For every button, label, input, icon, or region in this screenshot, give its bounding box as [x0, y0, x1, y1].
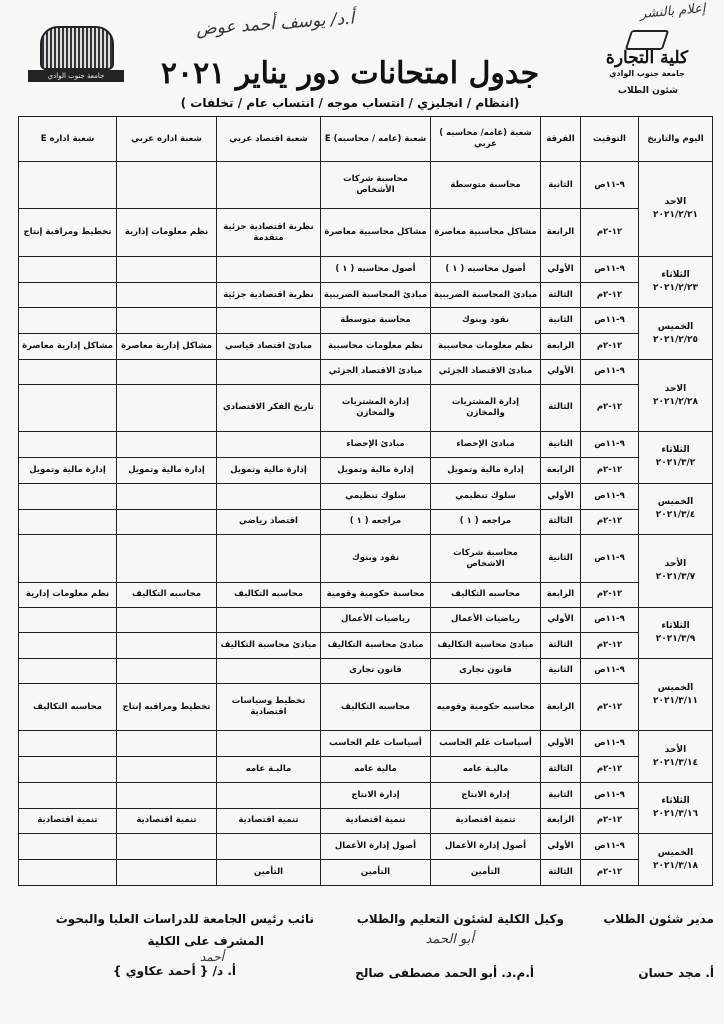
page-subtitle: (انتظام / انجليزي / انتساب موجه / انتساب عام / تخلفات ): [180, 96, 520, 110]
time-cell: ١٢-٢م: [581, 509, 639, 535]
day-date-cell: [639, 607, 713, 659]
day-date-cell: [639, 483, 713, 535]
subject-cell-c1: محاسبة شركات الاشخاص: [431, 535, 541, 582]
level-cell: الثالثة: [541, 509, 581, 535]
subject-cell-c5: [19, 659, 117, 684]
faculty-logo: [588, 30, 706, 110]
subject-cell-c5: [19, 483, 117, 509]
page-title: جدول امتحانات دور يناير ٢٠٢١: [160, 56, 540, 91]
subject-cell-c4: [117, 782, 217, 808]
subject-cell-c1: مبادئ محاسبة التكاليف: [431, 633, 541, 659]
subject-cell-c4: [117, 432, 217, 458]
level-cell: الأولي: [541, 834, 581, 860]
level-cell: الثانية: [541, 432, 581, 458]
subject-cell-c4: مشاكل إدارية معاصرة: [117, 334, 217, 360]
subject-cell-c2: محاسبة حكومية وقومية: [321, 582, 431, 607]
table-header-row: [19, 117, 713, 162]
day-name: الأحد: [664, 744, 687, 755]
subject-cell-c2: إدارة الانتاج: [321, 782, 431, 808]
subject-cell-c2: مبادئ محاسبة التكاليف: [321, 633, 431, 659]
exam-date: ٢٠٢١/٢/٢١: [652, 209, 699, 220]
signature-supervisor: أحمد: [200, 950, 224, 964]
role-vice-dean: وكيل الكلية لشئون التعليم والطلاب: [356, 912, 564, 926]
exam-date: ٢٠٢١/٣/١٤: [652, 757, 699, 768]
subject-cell-c3: إدارة مالية وتمويل: [217, 457, 321, 483]
header-c1: شعبة (عامه/ محاسبه ) عربي: [431, 117, 541, 162]
subject-cell-c3: [217, 162, 321, 209]
subject-cell-c1: التأمين: [431, 860, 541, 886]
table-row: [19, 731, 713, 757]
level-cell: الأولي: [541, 731, 581, 757]
exam-date: ٢٠٢١/٣/١٦: [652, 809, 699, 820]
subject-cell-c3: [217, 308, 321, 334]
subject-cell-c1: أصول إدارة الأعمال: [431, 834, 541, 860]
subject-cell-c1: رياضيات الأعمال: [431, 607, 541, 633]
subject-cell-c3: [217, 483, 321, 509]
subject-cell-c4: [117, 384, 217, 431]
table-row: [19, 308, 713, 334]
subject-cell-c1: أصول محاسبه ( ١ ): [431, 256, 541, 282]
day-date-cell: [639, 782, 713, 834]
subject-cell-c2: أسياسات علم الحاسب: [321, 731, 431, 757]
subject-cell-c5: [19, 360, 117, 385]
table-row: [19, 256, 713, 282]
table-row: [19, 582, 713, 607]
subject-cell-c5: [19, 834, 117, 860]
time-cell: ١٢-٢م: [581, 860, 639, 886]
exam-date: ٢٠٢١/٣/٢: [655, 458, 696, 469]
subject-cell-c1: إدارة الانتاج: [431, 782, 541, 808]
subject-cell-c3: تنمية اقتصادية: [217, 808, 321, 834]
name-student-affairs-director: أ. مجد حسان: [638, 966, 714, 980]
subject-cell-c5: [19, 282, 117, 308]
schedule-body: [19, 162, 713, 886]
time-cell: ١٢-٢م: [581, 457, 639, 483]
day-name: الثلاثاء: [661, 796, 690, 807]
subject-cell-c5: [19, 384, 117, 431]
subject-cell-c1: تنمية اقتصادية: [431, 808, 541, 834]
subject-cell-c4: محاسبه التكاليف: [117, 582, 217, 607]
subject-cell-c2: محاسبه التكاليف: [321, 683, 431, 730]
subject-cell-c2: مبادئ الإحصاء: [321, 432, 431, 458]
subject-cell-c4: [117, 509, 217, 535]
day-name: الثلاثاء: [661, 270, 690, 281]
subject-cell-c2: قانون تجارى: [321, 659, 431, 684]
header-time: التوقيت: [581, 117, 639, 162]
day-name: الخميس: [657, 497, 694, 508]
table-row: [19, 808, 713, 834]
subject-cell-c3: تاريخ الفكر الاقتصادي: [217, 384, 321, 431]
subject-cell-c4: [117, 535, 217, 582]
table-row: [19, 432, 713, 458]
subject-cell-c1: محاسبه التكاليف: [431, 582, 541, 607]
subject-cell-c1: مبادئ الإحصاء: [431, 432, 541, 458]
day-date-cell: [639, 731, 713, 783]
level-cell: الرابعة: [541, 808, 581, 834]
day-date-cell: [639, 308, 713, 360]
subject-cell-c5: [19, 509, 117, 535]
subject-cell-c5: إدارة مالية وتمويل: [19, 457, 117, 483]
day-name: الاحد: [664, 196, 687, 207]
level-cell: الثالثة: [541, 860, 581, 886]
table-row: [19, 860, 713, 886]
subject-cell-c2: أصول إدارة الأعمال: [321, 834, 431, 860]
day-date-cell: [639, 256, 713, 308]
day-name: الخميس: [657, 682, 694, 693]
level-cell: الثانية: [541, 535, 581, 582]
table-row: [19, 360, 713, 385]
subject-cell-c5: نظم معلومات إدارية: [19, 582, 117, 607]
table-row: [19, 782, 713, 808]
subject-cell-c3: [217, 731, 321, 757]
header-day-date: اليوم والتاريخ: [639, 117, 713, 162]
signatures-footer: [0, 898, 724, 1024]
subject-cell-c5: [19, 633, 117, 659]
table-row: [19, 162, 713, 209]
time-cell: ١٢-٢م: [581, 633, 639, 659]
level-cell: الثانية: [541, 162, 581, 209]
exam-date: ٢٠٢١/٣/٧: [655, 571, 696, 582]
subject-cell-c4: تنمية اقتصادية: [117, 808, 217, 834]
table-row: [19, 659, 713, 684]
table-row: [19, 457, 713, 483]
subject-cell-c5: [19, 731, 117, 757]
subject-cell-c4: إدارة مالية وتمويل: [117, 457, 217, 483]
subject-cell-c4: نظم معلومات إدارية: [117, 209, 217, 256]
time-cell: ١٢-٢م: [581, 209, 639, 256]
level-cell: الثانية: [541, 782, 581, 808]
subject-cell-c2: محاسبة شركات الأشخاص: [321, 162, 431, 209]
level-cell: الرابعة: [541, 582, 581, 607]
exam-date: ٢٠٢١/٣/٩: [655, 633, 696, 644]
time-cell: ٩-١١ص: [581, 535, 639, 582]
subject-cell-c1: مراجعه ( ١ ): [431, 509, 541, 535]
table-row: [19, 509, 713, 535]
name-vice-dean: أ.م.د. أبو الحمد مصطفى صالح: [355, 966, 534, 980]
time-cell: ٩-١١ص: [581, 432, 639, 458]
day-date-cell: [639, 535, 713, 607]
table-row: [19, 282, 713, 308]
table-row: [19, 209, 713, 256]
university-logo-caption: جامعة جنوب الوادي: [28, 70, 124, 82]
subject-cell-c1: مبادئ الاقتصاد الجزئي: [431, 360, 541, 385]
level-cell: الثانية: [541, 308, 581, 334]
subject-cell-c4: [117, 483, 217, 509]
exam-date: ٢٠٢١/٣/١٨: [652, 860, 699, 871]
subject-cell-c1: مبادئ المحاسبة الضريبية: [431, 282, 541, 308]
subject-cell-c5: [19, 535, 117, 582]
subject-cell-c5: [19, 782, 117, 808]
time-cell: ٩-١١ص: [581, 834, 639, 860]
time-cell: ٩-١١ص: [581, 256, 639, 282]
exam-date: ٢٠٢١/٢/٢٨: [652, 396, 699, 407]
subject-cell-c1: قانون تجارى: [431, 659, 541, 684]
subject-cell-c5: تخطيط ومراقبة إنتاج: [19, 209, 117, 256]
subject-cell-c3: محاسبه التكاليف: [217, 582, 321, 607]
day-name: الأحد: [664, 558, 687, 569]
role-supervisor: المشرف على الكلية: [147, 934, 264, 948]
table-row: [19, 384, 713, 431]
time-cell: ١٢-٢م: [581, 683, 639, 730]
subject-cell-c4: [117, 860, 217, 886]
level-cell: الرابعة: [541, 457, 581, 483]
table-row: [19, 757, 713, 783]
top-right-annotation: إعلام بالنشر: [639, 1, 707, 22]
subject-cell-c5: [19, 757, 117, 783]
header-c5: شعبة اداره E: [19, 117, 117, 162]
subject-cell-c3: مبادئ محاسبة التكاليف: [217, 633, 321, 659]
header-level: الفرقة: [541, 117, 581, 162]
student-affairs-label: شئون الطلاب: [617, 86, 678, 96]
subject-cell-c3: نظرية اقتصادية جزئية: [217, 282, 321, 308]
time-cell: ١٢-٢م: [581, 384, 639, 431]
time-cell: ٩-١١ص: [581, 483, 639, 509]
day-date-cell: [639, 360, 713, 432]
subject-cell-c2: مبادئ الاقتصاد الجزئي: [321, 360, 431, 385]
time-cell: ٩-١١ص: [581, 607, 639, 633]
faculty-emblem-icon: [625, 30, 669, 50]
time-cell: ٩-١١ص: [581, 659, 639, 684]
level-cell: الثالثة: [541, 282, 581, 308]
subject-cell-c1: نظم معلومات محاسبية: [431, 334, 541, 360]
subject-cell-c1: محاسبه حكومية وقوميه: [431, 683, 541, 730]
role-vice-president: نائب رئيس الجامعة للدراسات العليا والبحوث: [55, 912, 314, 926]
subject-cell-c1: ماليـة عامه: [431, 757, 541, 783]
university-seal-icon: [40, 26, 114, 70]
time-cell: ١٢-٢م: [581, 757, 639, 783]
exam-date: ٢٠٢١/٢/٢٣: [652, 283, 699, 294]
subject-cell-c2: تنمية اقتصادية: [321, 808, 431, 834]
level-cell: الرابعة: [541, 334, 581, 360]
time-cell: ٩-١١ص: [581, 308, 639, 334]
schedule-table-wrapper: [18, 116, 712, 886]
level-cell: الأولي: [541, 360, 581, 385]
subject-cell-c2: نظم معلومات محاسبية: [321, 334, 431, 360]
subject-cell-c5: [19, 432, 117, 458]
exam-date: ٢٠٢١/٢/٢٥: [652, 334, 699, 345]
subject-cell-c2: مبادئ المحاسبة الضريبية: [321, 282, 431, 308]
faculty-name: كلية التجارة: [605, 48, 689, 68]
subject-cell-c2: أصول محاسبه ( ١ ): [321, 256, 431, 282]
table-row: [19, 834, 713, 860]
time-cell: ١٢-٢م: [581, 582, 639, 607]
day-date-cell: [639, 162, 713, 257]
time-cell: ٩-١١ص: [581, 731, 639, 757]
subject-cell-c3: [217, 607, 321, 633]
subject-cell-c3: [217, 659, 321, 684]
subject-cell-c3: [217, 834, 321, 860]
subject-cell-c5: تنمية اقتصادية: [19, 808, 117, 834]
table-row: [19, 683, 713, 730]
subject-cell-c2: مالية عامه: [321, 757, 431, 783]
subject-cell-c1: محاسبة متوسطة: [431, 162, 541, 209]
subject-cell-c3: [217, 256, 321, 282]
level-cell: الثالثة: [541, 384, 581, 431]
subject-cell-c3: [217, 360, 321, 385]
day-name: الثلاثاء: [661, 445, 690, 456]
subject-cell-c4: [117, 731, 217, 757]
subject-cell-c4: [117, 834, 217, 860]
top-signature: أ.د/ يوسف أحمد عوض: [195, 8, 355, 40]
exam-date: ٢٠٢١/٣/٤: [655, 510, 696, 521]
subject-cell-c5: [19, 162, 117, 209]
level-cell: الأولي: [541, 256, 581, 282]
subject-cell-c2: رياضيات الأعمال: [321, 607, 431, 633]
table-row: [19, 633, 713, 659]
subject-cell-c3: اقتصاد رياضي: [217, 509, 321, 535]
signature-vice-dean: أبو الحمد: [425, 932, 474, 947]
subject-cell-c4: [117, 256, 217, 282]
time-cell: ١٢-٢م: [581, 334, 639, 360]
subject-cell-c4: [117, 308, 217, 334]
subject-cell-c5: [19, 256, 117, 282]
schedule-table: [18, 116, 713, 886]
table-row: [19, 535, 713, 582]
level-cell: الرابعة: [541, 683, 581, 730]
university-name: جامعة جنوب الوادي: [609, 69, 685, 78]
subject-cell-c4: [117, 282, 217, 308]
subject-cell-c3: [217, 432, 321, 458]
level-cell: الأولي: [541, 607, 581, 633]
subject-cell-c3: نظرية اقتصادية جزئية متقدمة: [217, 209, 321, 256]
subject-cell-c2: سلوك تنظيمي: [321, 483, 431, 509]
subject-cell-c3: تخطيط وسياسات اقتصادية: [217, 683, 321, 730]
header-c3: شعبة اقتصاد عربي: [217, 117, 321, 162]
subject-cell-c4: [117, 162, 217, 209]
subject-cell-c5: [19, 607, 117, 633]
table-row: [19, 607, 713, 633]
day-date-cell: [639, 432, 713, 484]
day-name: الثلاثاء: [661, 620, 690, 631]
table-row: [19, 483, 713, 509]
subject-cell-c3: مبادئ اقتصاد قياسي: [217, 334, 321, 360]
time-cell: ٩-١١ص: [581, 360, 639, 385]
subject-cell-c4: تخطيط ومراقبه إنتاج: [117, 683, 217, 730]
day-name: الاحد: [664, 383, 687, 394]
role-student-affairs-director: مدير شئون الطلاب: [603, 912, 714, 926]
exam-date: ٢٠٢١/٣/١١: [652, 695, 699, 706]
level-cell: الثانية: [541, 659, 581, 684]
name-vice-president: أ. د/ { أحمد عكاوي }: [112, 964, 236, 978]
subject-cell-c1: نقود وبنوك: [431, 308, 541, 334]
day-date-cell: [639, 659, 713, 731]
time-cell: ٩-١١ص: [581, 782, 639, 808]
subject-cell-c3: ماليـة عامه: [217, 757, 321, 783]
subject-cell-c3: [217, 535, 321, 582]
subject-cell-c5: [19, 308, 117, 334]
level-cell: الرابعة: [541, 209, 581, 256]
header-c4: شعبة اداره عربي: [117, 117, 217, 162]
subject-cell-c1: إدارة المشتريات والمخازن: [431, 384, 541, 431]
subject-cell-c3: التأمين: [217, 860, 321, 886]
subject-cell-c2: نقود وبنوك: [321, 535, 431, 582]
subject-cell-c1: سلوك تنظيمي: [431, 483, 541, 509]
subject-cell-c5: [19, 860, 117, 886]
subject-cell-c2: التأمين: [321, 860, 431, 886]
subject-cell-c2: محاسبة متوسطة: [321, 308, 431, 334]
day-date-cell: [639, 834, 713, 886]
subject-cell-c1: أسياسات علم الحاسب: [431, 731, 541, 757]
subject-cell-c2: إدارة المشتريات والمخازن: [321, 384, 431, 431]
level-cell: الثالثة: [541, 757, 581, 783]
level-cell: الثالثة: [541, 633, 581, 659]
subject-cell-c2: إدارة مالية وتمويل: [321, 457, 431, 483]
subject-cell-c4: [117, 360, 217, 385]
table-row: [19, 334, 713, 360]
subject-cell-c5: محاسبه التكاليف: [19, 683, 117, 730]
subject-cell-c4: [117, 659, 217, 684]
subject-cell-c1: إدارة مالية وتمويل: [431, 457, 541, 483]
subject-cell-c5: مشاكل إدارية معاصرة: [19, 334, 117, 360]
header-c2: شعبة (عامه / محاسبه) E: [321, 117, 431, 162]
time-cell: ١٢-٢م: [581, 808, 639, 834]
time-cell: ١٢-٢م: [581, 282, 639, 308]
level-cell: الأولي: [541, 483, 581, 509]
subject-cell-c1: مشاكل محاسبية معاصرة: [431, 209, 541, 256]
subject-cell-c4: [117, 757, 217, 783]
subject-cell-c2: مشاكل محاسبية معاصرة: [321, 209, 431, 256]
time-cell: ٩-١١ص: [581, 162, 639, 209]
day-name: الخميس: [657, 847, 694, 858]
university-logo: [28, 26, 124, 84]
day-name: الخميس: [657, 321, 694, 332]
subject-cell-c4: [117, 607, 217, 633]
subject-cell-c3: [217, 782, 321, 808]
subject-cell-c4: [117, 633, 217, 659]
subject-cell-c2: مراجعه ( ١ ): [321, 509, 431, 535]
